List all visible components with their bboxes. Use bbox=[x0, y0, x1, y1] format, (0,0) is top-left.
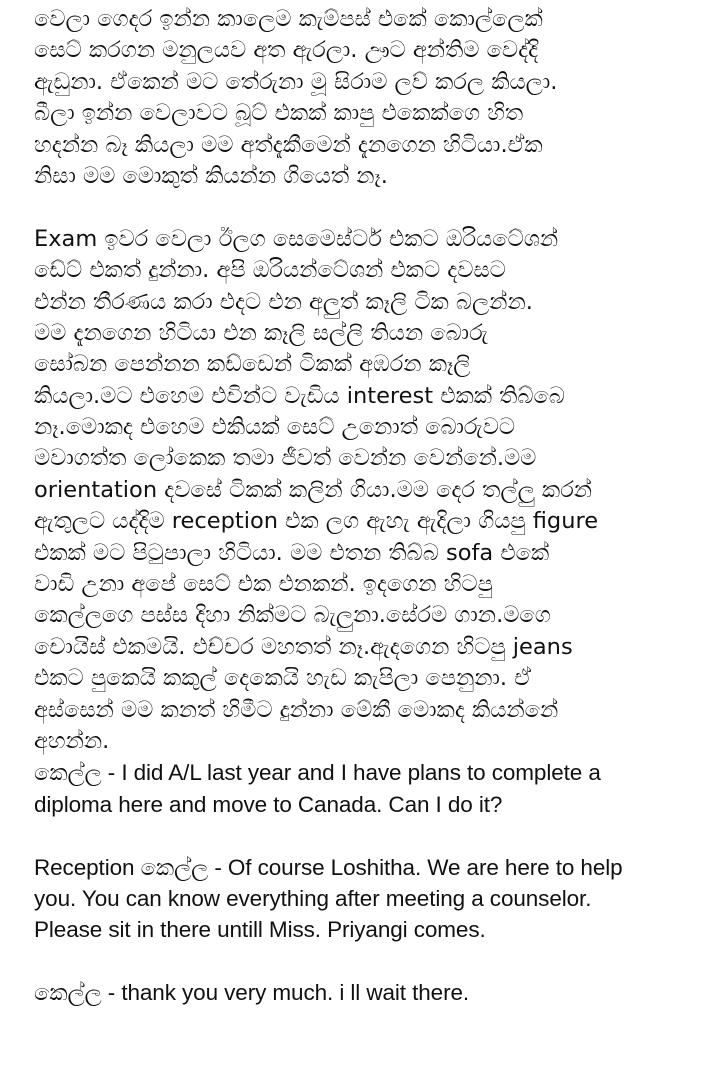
dialogue-line: කෙල්ල - thank you very much. i ll wait there. bbox=[34, 980, 470, 1006]
text-line: එන්න තීරණය කරා එදට එන අලුත් කෑලි ටික බලන්න. bbox=[34, 288, 533, 315]
text-line: සෝබන පෙන්නන කඩ්ඩෙන් ටිකක් අඹරන කෑලි bbox=[34, 351, 471, 378]
text-line: අහන්න. bbox=[34, 727, 110, 754]
text-line: චොයිස් එකමයි. එච්චර මහතත් නෑ.ඇදගෙන හිටපු jeans bbox=[34, 633, 573, 660]
text-line: orientation දවසේ ටිකක් කලින් ගියා.මම දෙර තල්ලු කරන් bbox=[34, 476, 593, 503]
text-line: නිසා මම මොකුත් කියන්න ගියෙත් නෑ. bbox=[34, 162, 388, 189]
paragraph-spacer bbox=[34, 192, 698, 223]
text-line: එකට පුකෙයි කකුල් දෙකෙයි හැඩ කැපිලා පෙනුනා. ඒ bbox=[34, 665, 531, 692]
story-text bbox=[34, 4, 698, 1009]
dialogue-line: you. You can know everything after meeting a counselor. bbox=[34, 885, 592, 911]
dialogue-line: diploma here and move to Canada. Can I do it? bbox=[34, 791, 503, 817]
text-line: ඇඩුනා. ඒකෙන් මට තේරුනා මූ සිරාම ලව් කරල කියලා. bbox=[34, 68, 558, 95]
text-line: නෑ.මොකද එහෙම එකියක් සෙට් උනොත් බොරුවට bbox=[34, 414, 516, 441]
text-line: මවාගත්ත ලෝකෙක තමා ජීවත් වෙන්න වෙන්නේ.මම bbox=[34, 445, 537, 472]
text-line: ඩේට් එකත් දුන්නා. අපි ඔරියන්ටේශන් එකට දවසට bbox=[34, 257, 506, 284]
text-line: බීලා ඉන්න වෙලාවට බූට් එකක් කාපු එකෙක්ගෙ හිත bbox=[34, 100, 524, 127]
text-line: අස්සෙන් මම කනත් හිමීට දුන්නා මේකී මොකද කියන්නේ bbox=[34, 696, 559, 723]
dialogue-line: Reception කෙල්ල - Of course Loshitha. We are here to help bbox=[34, 854, 623, 880]
text-line: හදන්න බෑ කියලා මම අත්දැකීමෙන් දැනගෙන හිටියා.ඒක bbox=[34, 131, 543, 158]
text-line: ඇතුලට යද්දිම reception එක ලග ඇහැ ඇදිලා ගියපු figure bbox=[34, 508, 599, 535]
text-line: එකක් මට පිටුපාලා හිටියා. මම එතන තිබ්බ sofa එකේ bbox=[34, 539, 550, 566]
text-line: වාඩි උනා අපේ සෙට් එක එනකන්. ඉදගෙන හිටපු bbox=[34, 571, 493, 598]
text-line: මම දැනගෙන හිටියා එන කෑලි සල්ලි තියන බොරු bbox=[34, 319, 488, 346]
text-line: Exam ඉවර වෙලා ඊලග සෙමෙස්ටර් එකට ඔරියටේශන් bbox=[34, 225, 559, 252]
paragraph-spacer bbox=[34, 946, 698, 977]
dialogue-line: කෙල්ල - I did A/L last year and I have plans to complete a bbox=[34, 760, 601, 786]
paragraph-4 bbox=[34, 977, 698, 1008]
text-line: සෙට් කරගන මනුලයව අත ඇරලා. ඌට අන්තිම වෙද්දි bbox=[34, 37, 539, 64]
paragraph-3 bbox=[34, 852, 698, 946]
paragraph-spacer bbox=[34, 820, 698, 851]
text-line: වෙලා ගෙදර ඉන්න කාලෙම කැම්පස් එකේ කොල්ලෙක් bbox=[34, 6, 543, 32]
text-line: කියලා.මට එහෙම එවින්ට වැඩිය interest එකක් තිබ්බෙ bbox=[34, 382, 565, 409]
text-line: කෙල්ලගෙ පස්ස දිහා නික්මට බැලුනා.සේරම ගාන.මගෙ bbox=[34, 602, 551, 629]
paragraph-1 bbox=[34, 4, 698, 192]
paragraph-2 bbox=[34, 224, 698, 820]
dialogue-line: Please sit in there untill Miss. Priyangi comes. bbox=[34, 917, 486, 943]
